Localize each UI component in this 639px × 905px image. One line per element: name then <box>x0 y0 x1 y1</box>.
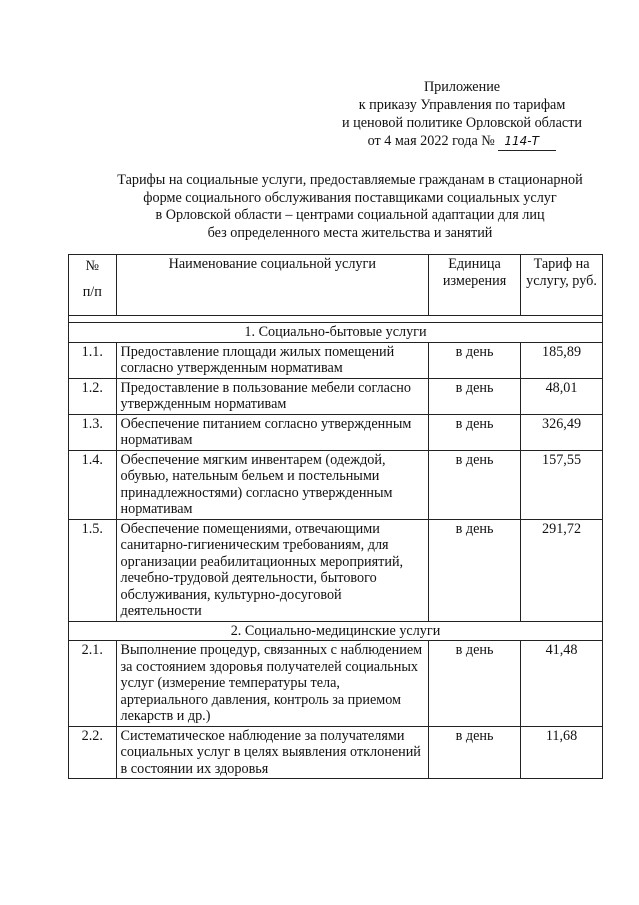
tariff-price: 185,89 <box>521 342 603 378</box>
section-row <box>69 323 603 343</box>
appendix-line-2: к приказу Управления по тарифам <box>358 97 566 113</box>
order-number-field <box>498 132 556 151</box>
service-name: Выполнение процедур, связанных с наблюдением за состоянием здоровья получателей социальных услуг (измерение температуры тела, артериального давления, контроль за приемом лекарств и др.) <box>116 641 429 727</box>
service-name: Систематическое наблюдение за получателями социальных услуг в целях выявления отклонений в состоянии их здоровья <box>116 726 429 779</box>
appendix-line-4 <box>342 132 582 151</box>
table-row <box>69 641 603 727</box>
row-number: 1.2. <box>69 378 117 414</box>
service-name: Предоставление в пользование мебели согласно утвержденным нормативам <box>116 378 429 414</box>
row-number: 1.3. <box>69 414 117 450</box>
table-row <box>69 450 603 519</box>
service-name: Обеспечение мягким инвентарем (одеждой, обувью, нательным бельем и постельными принадлежностями) согласно утвержденным нормативам <box>116 450 429 519</box>
unit-of-measure: в день <box>429 414 521 450</box>
unit-of-measure: в день <box>429 726 521 779</box>
table-header-row <box>69 255 603 316</box>
title-line-2: форме социального обслуживания поставщиками социальных услуг <box>143 189 557 206</box>
header-name: Наименование социальной услуги <box>116 255 429 316</box>
title-line-4: без определенного места жительства и занятий <box>207 224 493 241</box>
table-row <box>69 342 603 378</box>
row-number: 2.1. <box>69 641 117 727</box>
row-number: 2.2. <box>69 726 117 779</box>
section-title: 1. Социально-бытовые услуги <box>69 323 603 343</box>
unit-of-measure: в день <box>429 519 521 621</box>
appendix-date: от 4 мая 2022 года № <box>367 133 495 149</box>
table-row <box>69 414 603 450</box>
tariff-price: 157,55 <box>521 450 603 519</box>
tariff-price: 48,01 <box>521 378 603 414</box>
section-row <box>69 621 603 641</box>
appendix-line-1: Приложение <box>423 79 501 95</box>
header-gap-row <box>69 316 603 323</box>
tariff-price: 41,48 <box>521 641 603 727</box>
document-title <box>60 172 639 242</box>
row-number: 1.4. <box>69 450 117 519</box>
title-line-3: в Орловской области – центрами социальной адаптации для лиц <box>155 207 545 223</box>
tariff-price: 291,72 <box>521 519 603 621</box>
table-body <box>69 323 603 779</box>
header-unit: Единица измерения <box>429 255 521 316</box>
title-line-1: Тарифы на социальные услуги, предоставляемые гражданам в стационарной <box>117 172 583 188</box>
header-num <box>69 255 117 316</box>
header-gap <box>69 316 603 323</box>
section-title: 2. Социально-медицинские услуги <box>69 621 603 641</box>
unit-of-measure: в день <box>429 450 521 519</box>
header-price: Тариф на услугу, руб. <box>521 255 603 316</box>
tariffs-table <box>68 254 603 779</box>
table-row <box>69 519 603 621</box>
row-number: 1.5. <box>69 519 117 621</box>
service-name: Обеспечение помещениями, отвечающими санитарно-гигиеническим требованиям, для организации реабилитационных мероприятий, лечебно-трудовой деятельности, бытового обслуживания, культурно-досуговой деятельности <box>116 519 429 621</box>
table-row <box>69 726 603 779</box>
service-name: Предоставление площади жилых помещений согласно утвержденным нормативам <box>116 342 429 378</box>
header-num-label: п/п <box>82 283 102 300</box>
header-num-symbol: № <box>85 258 100 274</box>
order-number-handwritten: 114-Т <box>504 134 539 148</box>
unit-of-measure: в день <box>429 378 521 414</box>
appendix-block <box>342 78 582 151</box>
row-number: 1.1. <box>69 342 117 378</box>
unit-of-measure: в день <box>429 641 521 727</box>
service-name: Обеспечение питанием согласно утвержденным нормативам <box>116 414 429 450</box>
unit-of-measure: в день <box>429 342 521 378</box>
appendix-line-3: и ценовой политике Орловской области <box>342 115 582 131</box>
table-row <box>69 378 603 414</box>
tariff-price: 11,68 <box>521 726 603 779</box>
tariff-price: 326,49 <box>521 414 603 450</box>
